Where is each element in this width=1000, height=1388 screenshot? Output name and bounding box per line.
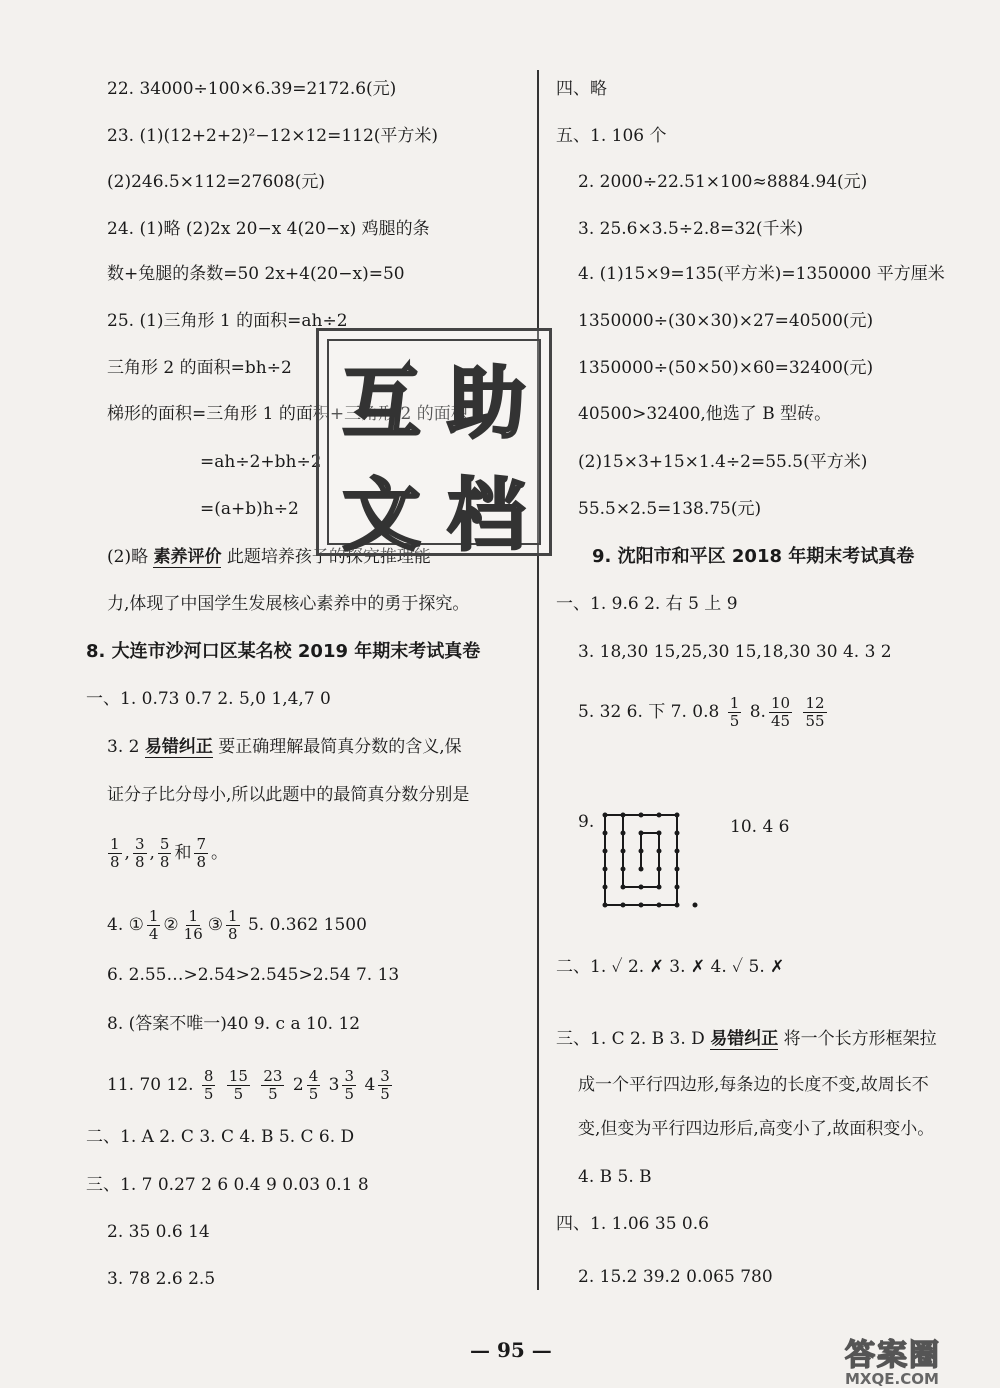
r-wu4f: 55.5×2.5=138.75(元) — [578, 499, 762, 519]
q25-part6-pre: (2)略 — [107, 547, 154, 567]
fraction: $\frac{1}{4}$ — [148, 907, 159, 943]
r-wu1: 五、1. 106 个 — [556, 126, 667, 146]
s8-q3-pre: 3. 2 — [107, 737, 145, 757]
r-wu4d: 40500>32400,他选了 B 型砖。 — [578, 404, 832, 424]
s8-part2: 二、1. A 2. C 3. C 4. B 5. C 6. D — [86, 1127, 355, 1147]
s9-q1: 一、1. 9.6 2. 右 5 上 9 — [556, 594, 738, 614]
fraction: $\frac{12}{55}$ — [805, 694, 825, 730]
q23-part1: 23. (1)(12+2+2)²−12×12=112(平方米) — [107, 126, 439, 146]
s8-q6: 6. 2.55…>2.54>2.545>2.54 7. 13 — [107, 965, 400, 985]
fraction: $\frac{8}{5}$ — [203, 1067, 214, 1103]
fraction: $\frac{1}{16}$ — [183, 907, 203, 943]
error-correction-tag: 易错纠正 — [710, 1029, 779, 1049]
s9-q5: 5. 32 6. 下 7. 0.8 $\frac{1}{5}$ 8. $\frac{10}{45}$ $\frac{12}{55}$ — [578, 694, 825, 730]
watermark-url: MXQE.COM — [845, 1370, 939, 1388]
watermark-logo: 答案圈 — [845, 1338, 941, 1373]
s9-q9-label: 9. — [578, 812, 595, 832]
stamp-char: 文 — [342, 471, 421, 561]
stamp-char: 助 — [447, 359, 526, 449]
q25-part6-post: 此题培养孩子的探究推理能 — [221, 547, 431, 567]
s8-q1: 一、1. 0.73 0.7 2. 5,0 1,4,7 0 — [86, 689, 331, 709]
fraction: $\frac{7}{8}$ — [196, 835, 206, 871]
dot-grid — [603, 813, 698, 908]
s8-q3-line2: 证分子比分母小,所以此题中的最简真分数分别是 — [107, 785, 470, 805]
s9-part3: 三、1. C 2. B 3. D 易错纠正 将一个长方形框架拉 — [556, 1029, 937, 1049]
s9-part4-q2: 2. 15.2 39.2 0.065 780 — [578, 1267, 773, 1287]
s9-part3-line2: 成一个平行四边形,每条边的长度不变,故周长不 — [578, 1075, 929, 1095]
s8-part3-q3: 3. 78 2.6 2.5 — [107, 1269, 216, 1289]
q25-part5: =(a+b)h÷2 — [200, 499, 299, 519]
s8-q3-post: 要正确理解最简真分数的含义,保 — [212, 737, 462, 757]
fraction: $\frac{23}{5}$ — [263, 1067, 283, 1103]
s8-q11: 11. 70 12. $\frac{8}{5}$ $\frac{15}{5}$ $\frac{23}{5}$ 2 $\frac{4}{5}$ 3 $\frac{3}{5}$ 4 $\frac{3}{5}$ — [107, 1067, 390, 1103]
fraction: $\frac{5}{8}$ — [159, 835, 170, 871]
stamp-char: 互 — [342, 359, 421, 449]
q23-part2: (2)246.5×112=27608(元) — [107, 172, 326, 192]
fraction: $\frac{10}{45}$ — [770, 694, 791, 730]
s8-part3-q2: 2. 35 0.6 14 — [107, 1222, 210, 1242]
r-wu2: 2. 2000÷22.51×100≈8884.94(元) — [578, 172, 868, 192]
s9-part3-line3: 变,但变为平行四边形后,高变小了,故面积变小。 — [578, 1119, 935, 1139]
fraction: $\frac{1}{8}$ — [110, 835, 120, 871]
fraction: $\frac{1}{5}$ — [729, 694, 740, 730]
q25-part2: 三角形 2 的面积=bh÷2 — [107, 358, 292, 378]
column-divider — [537, 70, 539, 1290]
fraction: $\frac{4}{5}$ — [308, 1067, 319, 1103]
fraction: $\frac{3}{8}$ — [134, 835, 145, 871]
r-wu4a: 4. (1)15×9=135(平方米)=1350000 平方厘米 — [578, 264, 945, 284]
r-wu4b: 1350000÷(30×30)×27=40500(元) — [578, 311, 874, 331]
s8-part3-q1: 三、1. 7 0.27 2 6 0.4 9 0.03 0.1 8 — [86, 1175, 369, 1195]
r-wu4e: (2)15×3+15×1.4÷2=55.5(平方米) — [578, 452, 868, 472]
q24-part2: 数+兔腿的条数=50 2x+4(20−x)=50 — [107, 264, 405, 284]
s9-part2: 二、1. ✓ 2. ✗ 3. ✗ 4. ✓ 5. ✗ — [556, 957, 785, 977]
spiral-path — [605, 815, 677, 905]
stamp-watermark — [316, 328, 552, 561]
error-correction-tag: 易错纠正 — [144, 737, 213, 757]
section8-title: 8. 大连市沙河口区某名校 2019 年期末考试真卷 — [86, 641, 481, 662]
q25-part1: 25. (1)三角形 1 的面积=ah÷2 — [107, 311, 348, 331]
s9-q10: 10. 4 6 — [730, 817, 790, 837]
q25-part3: 梯形的面积=三角形 1 的面积+三角形 2 的面积 — [107, 404, 468, 424]
q22-answer: 22. 34000÷100×6.39=2172.6(元) — [107, 79, 397, 99]
s8-q4: 4. ① $\frac{1}{4}$ ② $\frac{1}{16}$ ③ $\frac{1}{8}$ 5. 0.362 1500 — [107, 907, 367, 943]
s8-q3 — [107, 735, 462, 759]
r-si: 四、略 — [556, 79, 607, 99]
s9-part4-q1: 四、1. 1.06 35 0.6 — [556, 1214, 709, 1234]
s9-q3: 3. 18,30 15,25,30 15,18,30 30 4. 3 2 — [578, 642, 892, 662]
r-wu3: 3. 25.6×3.5÷2.8=32(千米) — [578, 219, 804, 239]
site-watermark — [845, 1330, 990, 1388]
page-number: — 95 — — [470, 1338, 552, 1362]
fraction: $\frac{15}{5}$ — [228, 1067, 248, 1103]
section9-title: 9. 沈阳市和平区 2018 年期末考试真卷 — [592, 546, 915, 567]
fraction: $\frac{3}{5}$ — [344, 1067, 355, 1103]
stamp-char: 档 — [447, 471, 526, 561]
fraction: $\frac{1}{8}$ — [228, 907, 238, 943]
s8-q3-fractions: $\frac{1}{8}$ , $\frac{3}{8}$ , $\frac{5}{8}$ 和 $\frac{7}{8}$ 。 — [110, 835, 228, 871]
s9-part3-q4: 4. B 5. B — [578, 1167, 652, 1187]
q25-part7: 力,体现了中国学生发展核心素养中的勇于探究。 — [107, 594, 470, 614]
q24-part1: 24. (1)略 (2)2x 20−x 4(20−x) 鸡腿的条 — [107, 219, 430, 239]
spiral-dot-grid-figure — [600, 810, 710, 920]
r-wu4c: 1350000÷(50×50)×60=32400(元) — [578, 358, 874, 378]
fraction: $\frac{3}{5}$ — [380, 1067, 390, 1103]
q25-part4: =ah÷2+bh÷2 — [200, 452, 322, 472]
literacy-eval-tag: 素养评价 — [153, 547, 222, 567]
s8-q8: 8. (答案不唯一)40 9. c a 10. 12 — [107, 1014, 361, 1034]
